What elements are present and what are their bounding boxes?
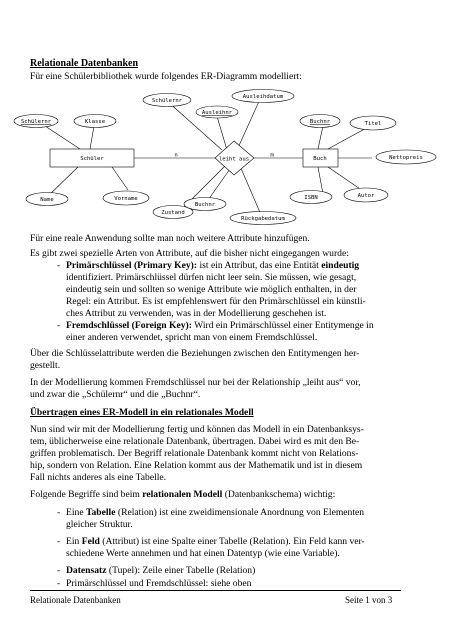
intro-text: Für eine Schülerbibliothek wurde folgendes ER-Diagramm modelliert: (30, 71, 302, 82)
list-item-tabelle (66, 507, 364, 519)
attr-rueckgabedatum: Rückgabedatum (241, 216, 285, 222)
relationship-leiht-aus: leiht aus (218, 156, 250, 163)
terms-bold: relationalen Modell (142, 489, 223, 500)
item-term: Feld (81, 536, 100, 547)
section-heading: Übertragen eines ER-Modell in ein relationales Modell (30, 407, 254, 418)
list-item-feld (66, 536, 365, 548)
list-dash: - (57, 507, 61, 518)
attr-titel: Titel (364, 121, 382, 127)
item-term: Datensatz (66, 565, 107, 576)
cardinality-m: m (270, 152, 274, 159)
fk-text: Wird ein Primärschlüssel einer Entitymenge in (191, 320, 374, 331)
para-fk-line-2: und zwar die „Schülernr“ und die „Buchnr“. (30, 389, 201, 400)
pk-line-5: ches Attribut zu verwenden, was in der Modellierung geschehen ist. (66, 308, 327, 319)
fk-line-2: einer anderen verwendet, spricht man von einem Fremdschlüssel. (66, 332, 318, 343)
para-attributes: Für eine reale Anwendung sollte man noch weitere Attribute hinzufügen. (30, 233, 310, 244)
item-pre: Ein (66, 536, 82, 547)
attr-schuelernr: Schülernr (20, 119, 52, 125)
list-item-schluessel: Primärschlüssel und Fremdschlüssel: siehe oben (66, 578, 252, 589)
list-item-feld-line-2: schiedene Werte annehmen und hat einen Datentyp (wie eine Variable). (66, 548, 340, 559)
footer-divider (30, 590, 401, 591)
fk-label: Fremdschlüssel (Foreign Key): (66, 320, 192, 331)
attr-rel-schuelernr: Schülernr (151, 98, 183, 104)
cardinality-n: n (174, 152, 178, 159)
list-item-tabelle-line-2: gleicher Struktur. (66, 519, 133, 530)
item-text: (Tupel): Zeile einer Tabelle (Relation) (106, 565, 256, 576)
footer-page-number: Seite 1 von 3 (345, 595, 393, 605)
list-dash: - (57, 260, 61, 271)
terms-post: (Datenbankschema) wichtig: (222, 489, 336, 500)
para-transfer-line-4: hip, sondern von Relation. Eine Relation kommt aus der Mathematik und ist in diesem (30, 460, 363, 471)
para-keys-line-1: Über die Schlüsselattribute werden die Beziehungen zwischen den Entitymengen her- (30, 348, 360, 359)
para-special-attributes: Es gibt zwei spezielle Arten von Attribute, auf die bisher nicht eingegangen wurde: (30, 248, 349, 259)
attr-nettopreis: Nettopreis (389, 155, 423, 161)
attr-klasse: Klasse (84, 119, 106, 125)
footer-left: Relationale Datenbanken (30, 595, 121, 605)
attr-autor: Autor (357, 193, 375, 199)
terms-pre: Folgende Begriffe sind beim (30, 489, 143, 500)
pk-text: ist ein Attribut, das eine Entität (197, 260, 322, 271)
list-dash: - (57, 578, 61, 589)
attr-ausleihdatum: Ausleihdatum (242, 94, 284, 100)
attr-rel-buchnr: Buchnr (194, 202, 216, 208)
list-dash: - (57, 565, 61, 576)
para-transfer-line-5: Fall nichts anderes als eine Tabelle. (30, 472, 167, 483)
attr-buchnr: Buchnr (309, 119, 331, 125)
er-diagram (0, 86, 453, 232)
pk-emphasis: eindeutig (321, 260, 360, 271)
entity-schueler: Schüler (80, 156, 104, 162)
pk-line-4: Regel: ein Attribut. Es ist empfehlenswert für den Primärschlüssel ein künstli- (66, 296, 366, 307)
para-transfer-line-1: Nun sind wir mit der Modellierung fertig und können das Modell in ein Datenbanksys- (30, 424, 364, 435)
entity-buch: Buch (313, 156, 327, 162)
attr-name: Name (40, 197, 54, 203)
attr-zustand: Zustand (161, 210, 185, 216)
list-dash: - (57, 536, 61, 547)
para-transfer-line-3: griffen problematisch. Der Begriff relationale Datenbank kommt nicht von Relations- (30, 448, 359, 459)
para-transfer-line-2: tem, üblicherweise eine relationale Datenbank, übertragen. Dabei wird es mit den Be- (30, 436, 360, 447)
item-text: (Attribut) ist eine Spalte einer Tabelle (Relation). Ein Feld kann ver- (99, 536, 365, 547)
item-term: Tabelle (85, 507, 116, 518)
list-item-datensatz (66, 565, 255, 577)
page-title: Relationale Datenbanken (30, 58, 139, 69)
pk-label: Primärschlüssel (Primary Key): (66, 260, 198, 271)
fk-line-1 (66, 320, 374, 332)
para-fk-line-1: In der Modellierung kommen Fremdschlüssel nur bei der Relationship „leiht aus“ vor, (30, 377, 361, 388)
para-terms (30, 489, 335, 501)
pk-line-1 (66, 260, 359, 272)
pk-line-2: identifiziert. Primärschlüssel dürfen nicht leer sein. Sie müssen, wie gesagt, (66, 272, 357, 283)
item-pre: Eine (66, 507, 86, 518)
item-text: (Relation) ist eine zweidimensionale Anordnung von Elementen (115, 507, 365, 518)
pk-line-3: eindeutig sein und sollten so wenige Attribute wie möglich enthalten, in der (66, 284, 357, 295)
attr-isbn: ISBN (304, 195, 318, 201)
para-keys-line-2: gestellt. (30, 360, 61, 371)
attr-ausleihnr: Ausleihnr (201, 110, 233, 116)
attr-vorname: Vorname (114, 196, 138, 202)
list-dash: - (57, 320, 61, 331)
